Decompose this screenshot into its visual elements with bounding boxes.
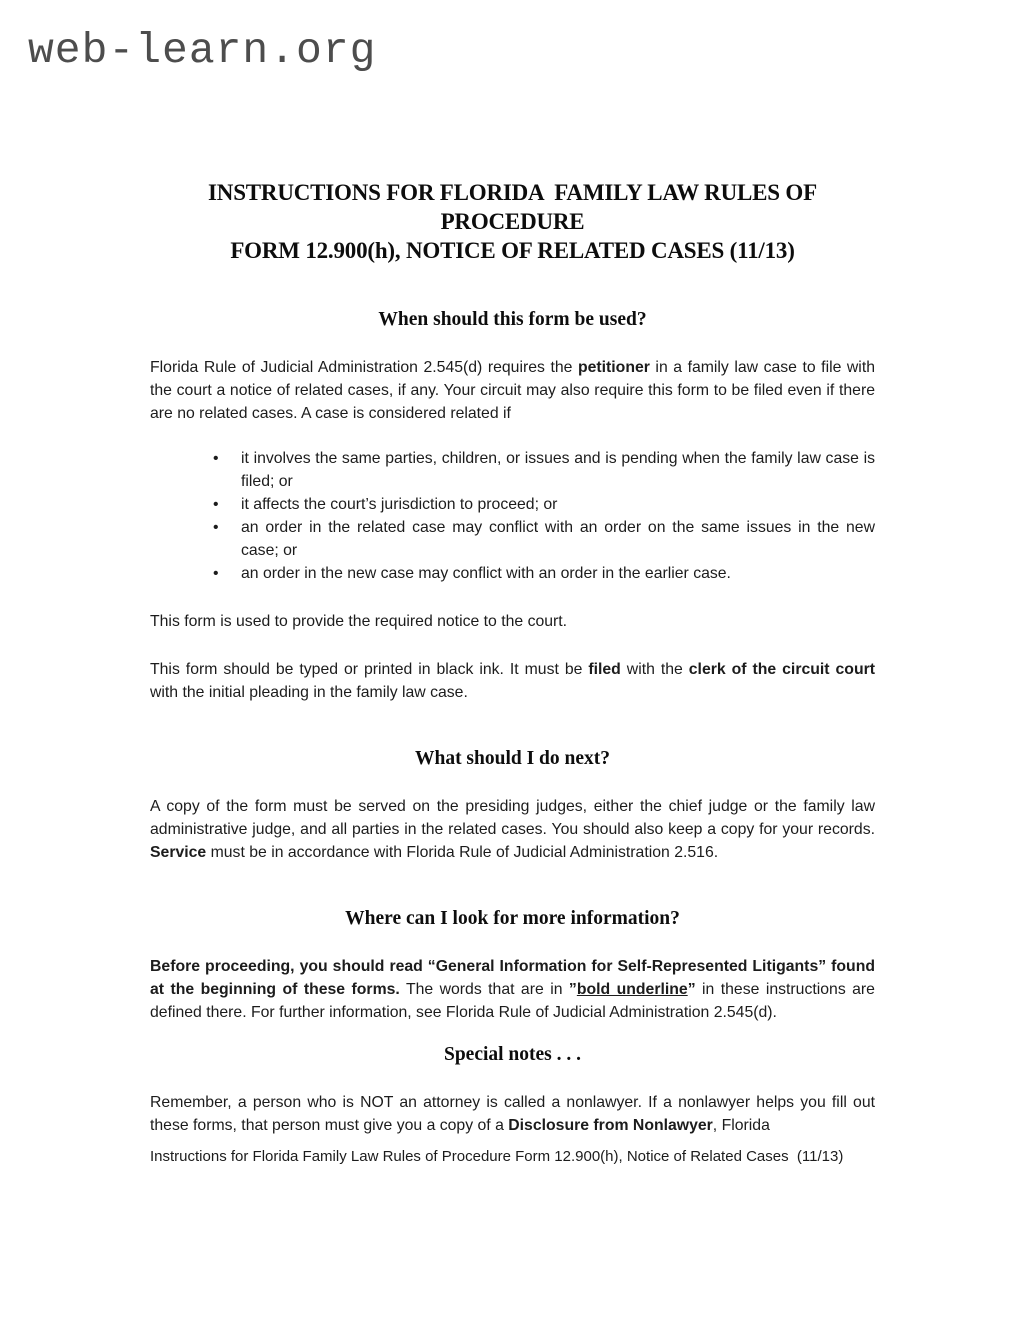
text-run: must be in accordance with Florida Rule of Judicial Administration 2.516. — [206, 844, 719, 861]
bullet-list — [150, 447, 875, 585]
text-run: ” — [687, 981, 696, 998]
text-run: The words that are in — [399, 981, 569, 998]
text-run: Service — [150, 844, 207, 861]
bullet-item — [241, 562, 875, 585]
document-title-line-2: FORM 12.900(h), NOTICE OF RELATED CASES (11/13) — [230, 238, 795, 263]
paragraph — [150, 795, 875, 864]
text-run: in a family law case to file with the court a notice of related cases, if any. Your circuit may also require this form to be filed even if there are no related cases. A case is considered related if — [150, 359, 875, 422]
text-run: with the initial pleading in the family law case. — [150, 684, 468, 701]
document-title — [150, 178, 875, 265]
text-run: with the — [620, 661, 689, 678]
text-run: A copy of the form must be served on the presiding judges, either the chief judge or the family law administrative judge, and all parties in the related cases. You should also keep a copy for your records. — [150, 798, 875, 838]
text-run: an order in the new case may conflict with an order in the earlier case. — [241, 565, 731, 582]
text-run: This form is used to provide the required notice to the court. — [150, 613, 568, 630]
bullet-item — [241, 493, 875, 516]
text-run: in these instructions are defined there. For further information, see Florida Rule of Judicial Administration 2.545(d). — [150, 981, 875, 1021]
paragraph — [150, 610, 875, 633]
section-2 — [150, 748, 875, 864]
paragraph — [150, 356, 875, 425]
text-run: Remember, a person who is NOT an attorney is called a nonlawyer. If a nonlawyer helps you fill out these forms, that person must give you a copy of a — [150, 1094, 875, 1134]
document-sections — [150, 309, 875, 1137]
section-3 — [150, 908, 875, 1024]
site-logo: web-learn.org — [28, 26, 377, 75]
section-heading: Where can I look for more information? — [345, 908, 680, 929]
text-run: bold underline — [576, 981, 688, 998]
document-title-line-1: INSTRUCTIONS FOR FLORIDA FAMILY LAW RULES OF PROCEDURE — [208, 180, 823, 234]
bullet-item — [241, 516, 875, 562]
section-heading: Special notes . . . — [443, 1044, 582, 1065]
text-run: clerk of the circuit court — [688, 661, 875, 678]
text-run: Florida Rule of Judicial Administration 2.545(d) requires the — [150, 359, 578, 376]
page-footer: Instructions for Florida Family Law Rules of Procedure Form 12.900(h), Notice of Related Cases (11/13) — [150, 1148, 844, 1165]
paragraph — [150, 1091, 875, 1137]
text-run: This form should be typed or printed in black ink. It must be — [150, 661, 589, 678]
section-1 — [150, 309, 875, 704]
text-run: petitioner — [577, 359, 650, 376]
text-run: Disclosure from Nonlawyer — [508, 1117, 713, 1134]
paragraph — [150, 658, 875, 704]
text-run: , Florida — [712, 1117, 770, 1134]
text-run: an order in the related case may conflict with an order on the same issues in the new case; or — [241, 519, 875, 559]
section-4 — [150, 1044, 875, 1137]
text-run: ” — [568, 981, 577, 998]
text-run: it affects the court’s jurisdiction to proceed; or — [241, 496, 558, 513]
text-run: it involves the same parties, children, or issues and is pending when the family law case is filed; or — [241, 450, 875, 490]
paragraph — [150, 955, 875, 1024]
text-run: Before proceeding, you should read “General Information for Self-Represented Litigants” found at the beginning of these forms. — [150, 958, 875, 998]
section-heading: What should I do next? — [414, 748, 611, 769]
text-run: filed — [588, 661, 621, 678]
section-heading: When should this form be used? — [378, 309, 647, 330]
bullet-item — [241, 447, 875, 493]
